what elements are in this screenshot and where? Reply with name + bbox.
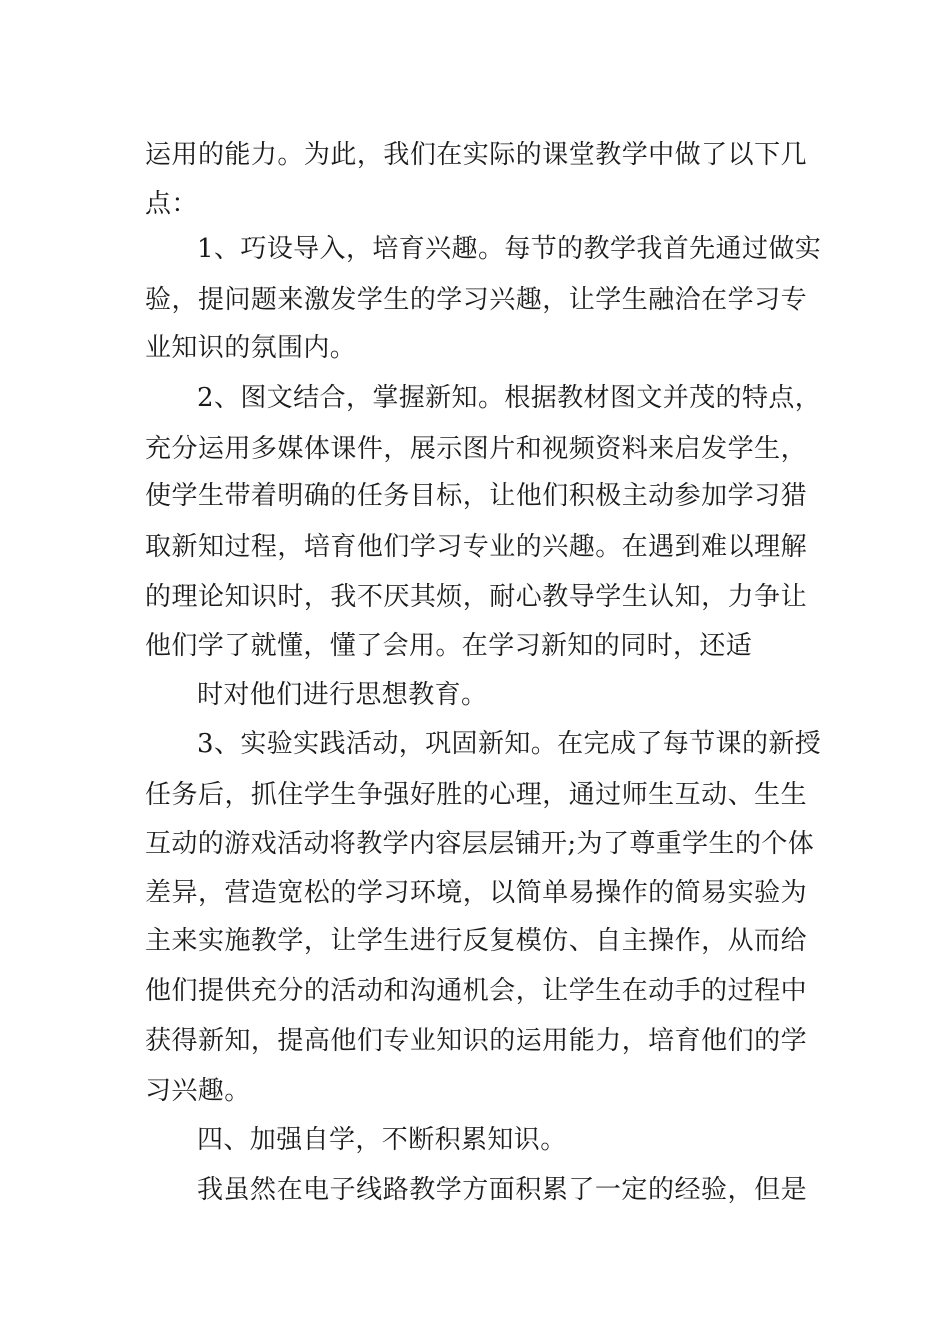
text-line-16: 差异，营造宽松的学习环境，以简单易操作的简易实验为 [145,878,807,908]
text-line-15: 互动的游戏活动将教学内容层层铺开;为了尊重学生的个体 [145,829,815,859]
text-line-5: 业知识的氛围内。 [145,333,357,363]
text-line-19: 获得新知，提高他们专业知识的运用能力，培育他们的学 [145,1026,807,1056]
text-line-22: 我虽然在电子线路教学方面积累了一定的经验，但是 [197,1175,807,1205]
text-line-11: 他们学了就懂，懂了会用。在学习新知的同时，还适 [145,631,753,661]
text-line-4: 验，提问题来激发学生的学习兴趣，让学生融洽在学习专 [145,285,807,315]
text-line-13: 3、实验实践活动，巩固新知。在完成了每节课的新授 [197,729,822,759]
text-line-10: 的理论知识时，我不厌其烦，耐心教导学生认知，力争让 [145,582,807,612]
text-line-17: 主来实施教学，让学生进行反复模仿、自主操作，从而给 [145,926,807,956]
text-line-12: 时对他们进行思想教育。 [197,680,488,710]
section-heading: 四、加强自学，不断积累知识。 [197,1125,567,1155]
text-line-3: 1、巧设导入，培育兴趣。每节的教学我首先通过做实 [197,234,822,264]
text-line-8: 使学生带着明确的任务目标，让他们积极主动参加学习猎 [145,481,807,511]
text-line-6: 2、图文结合，掌握新知。根据教材图文并茂的特点， [197,383,822,413]
text-line-1: 运用的能力。为此，我们在实际的课堂教学中做了以下几 [145,140,807,170]
text-line-9: 取新知过程，培育他们学习专业的兴趣。在遇到难以理解 [145,532,807,562]
text-line-7: 充分运用多媒体课件，展示图片和视频资料来启发学生， [145,434,807,464]
text-line-20: 习兴趣。 [145,1076,251,1106]
text-line-14: 任务后，抓住学生争强好胜的心理，通过师生互动、生生 [145,780,807,810]
text-line-2: 点： [145,189,198,219]
text-line-18: 他们提供充分的活动和沟通机会，让学生在动手的过程中 [145,976,807,1006]
